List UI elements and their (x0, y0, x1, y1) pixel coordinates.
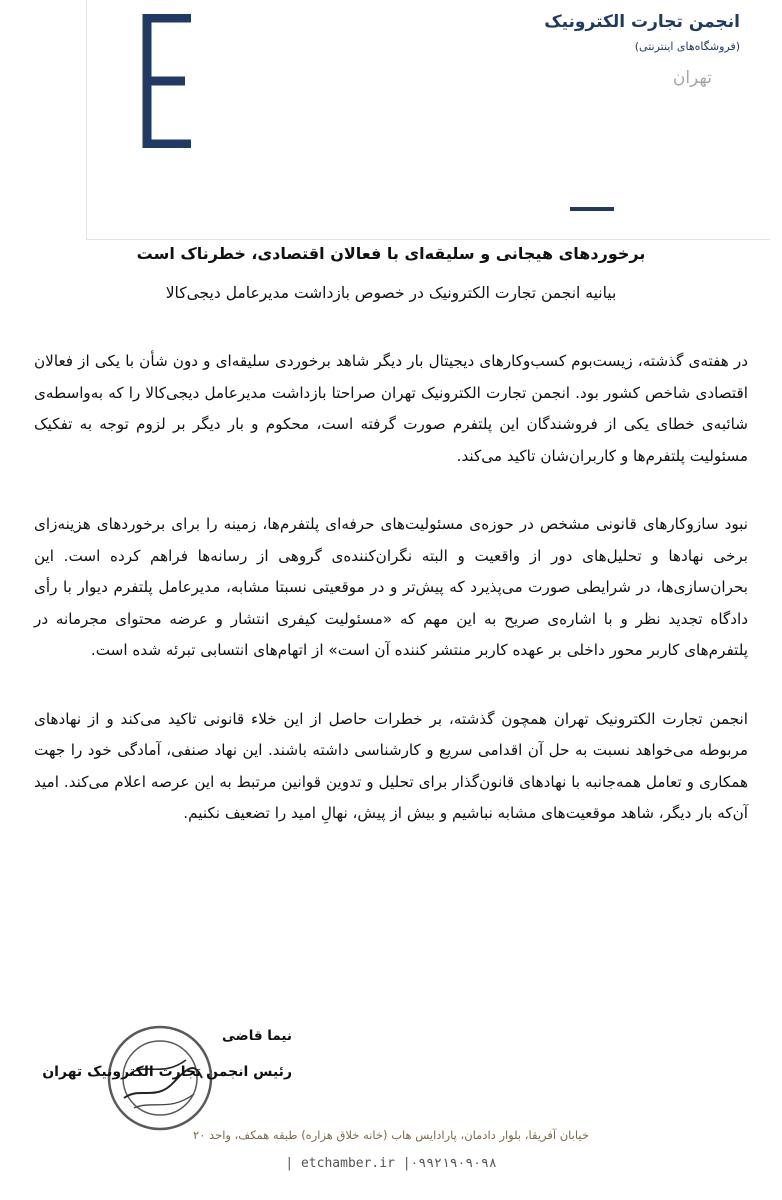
footer-contact: | etchamber.ir |۰۹۹۲۱۹۰۹۰۹۸ (285, 1156, 497, 1171)
org-city: تهران (672, 68, 712, 88)
e-letter-logo-icon (139, 14, 199, 148)
document-body (34, 346, 748, 867)
signatory-title: رئیس انجمن تجارت الکترونیک تهران (42, 1064, 292, 1080)
signatory-name: نیما قاضی (221, 1028, 292, 1044)
footer-address: خیابان آفریقا، بلوار دادمان، پارادایس هاب (خانه خلاق هزاره) طبقه همکف، واحد ۲۰ (193, 1128, 589, 1142)
document-title: برخوردهای هیجانی و سلیقه‌ای با فعالان اقتصادی، خطرناک است (136, 244, 646, 263)
paragraph: در هفته‌ی گذشته، زیست‌بوم کسب‌وکارهای دیجیتال بار دیگر شاهد برخوردی سلیقه‌ای و دون شأن با یکی از فعالان اقتصادی شاخص کشور بود. انجمن تجارت الکترونیک تهران صراحتا بازداشت مدیرعامل دیجی‌کالا را که به‌واسطه‌ی شائبه‌ی خطای یکی از فروشندگان این پلتفرم صورت گرفته است، محکوم و بار دیگر بر لزوم توجه به تفکیک مسئولیت پلتفرم‌ها و کاربران‌شان تاکید می‌کند. (34, 352, 748, 465)
org-subtitle: (فروشگاه‌های اینترنتی) (634, 40, 740, 53)
letterhead-accent-bar (570, 207, 614, 211)
paragraph: انجمن تجارت الکترونیک تهران همچون گذشته، بر خطرات حاصل از این خلاء قانونی تاکید می‌کند و از نهادهای مربوطه می‌خواهد نسبت به حل آن اقدامی سریع و کارشناسی داشته باشند. این نهاد صنفی، آمادگی خود را جهت همکاری و تعامل همه‌جانبه با نهادهای قانون‌گذار برای تحلیل و تدوین قوانین مرتبط به این عرصه اعلام می‌کند. امید آن‌که بار دیگر، شاهد موقعیت‌های مشابه نباشیم و بیش از پیش، نهالِ امید را تضعیف نکنیم. (34, 709, 748, 822)
letterhead (86, 0, 770, 240)
org-name: انجمن تجارت الکترونیک (544, 12, 740, 32)
document-subtitle: بیانیه انجمن تجارت الکترونیک در خصوص بازداشت مدیرعامل دیجی‌کالا (165, 284, 617, 302)
paragraph: نبود سازوکارهای قانونی مشخص در حوزه‌ی مسئولیت‌های حرفه‌ای پلتفرم‌ها، زمینه را برای برخوردهای هزینه‌زای برخی نهادها و تحلیل‌های دور از واقعیت و البته نگران‌کننده‌ی گروهی از رسانه‌ها فراهم کرده است. این بحران‌سازی‌ها، در شرایطی صورت می‌پذیرد که پیش‌تر و در موقعیتی نسبتا مشابه، مدیرعامل پلتفرم دیوار با رأی دادگاه تجدید نظر و با اشاره‌ی صریح به این مهم که «مسئولیت کیفری انتشار و عرضه محتوای مجرمانه در پلتفرم‌های کاربر محور داخلی بر عهده کاربر منتشر کننده آن است» از اتهام‌های انتسابی تبرئه شده است. (34, 515, 748, 659)
